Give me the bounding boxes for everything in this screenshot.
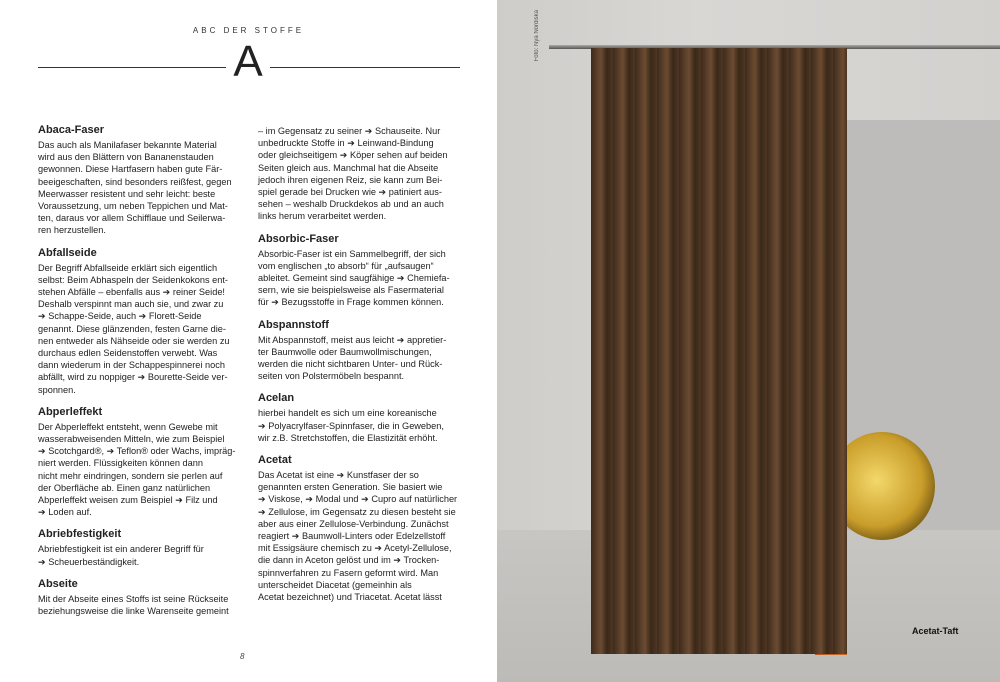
entry-text: Das Acetat ist eine ➔ Kunstfaser der so genannten ersten Generation. Sie basiert wie ➔ Viskose, ➔ Modal und ➔ Cupro auf natürlicher ➔ Zellulose, im Gegensatz zu diesen besteht sie aber aus einer Zellulose-Verbindung. Zunächst reagiert ➔ Baumwoll-Linters oder Edelzellstoff mit Essigsäure chemisch zu ➔ Acetyl-Zellulose, die dann in Aceton gelöst und im ➔ Trocken- spinnverfahren zu Fasern geformt wird. Man unterscheidet Diacetat (gemeinhin als Acetat bezeichnet) und Triacetat. Acetat lässt [258,470,458,603]
glossary-entry [38,528,248,567]
chapter-letter: A [233,37,263,86]
entry-text: Absorbic-Faser ist ein Sammelbegriff, der sich vom englischen „to absorb“ für „aufsaugen“ ableitet. Gemeint sind saugfähige ➔ Chemiefa- sern, wie sie beispielsweise als Fasermaterial für ➔ Bezugsstoffe in Frage kommen können. [258,248,450,308]
entry-title: Abaca-Faser [38,124,105,136]
entry-title: Abspannstoff [258,318,329,331]
glossary-entry [38,578,248,617]
photo-credit: Foto: Nya Nordiska [534,10,540,62]
entry-text: Das auch als Manilafaser bekannte Material wird aus den Blättern von Bananenstauden gewonnen. Diese Hartfasern haben gute Fär- beeigeschaften, sind besonders reißfest, gegen Meerwasser resistent und sehr leicht: beste Voraussetzung, um neben Teppichen und Mat- ten, daraus vor allem Schifflaue und Seilerwa- ren herzustellen. [38,140,232,236]
glossary-entry [38,406,248,519]
entry-title: Abriebfestigkeit [38,528,122,541]
entry-title: Abperleffekt [38,405,103,418]
text-column-right [258,125,468,613]
entry-text: – im Gegensatz zu seiner ➔ Schauseite. Nur unbedruckte Stoffe in ➔ Leinwand-Bindung oder gleichseitigem ➔ Köper sehen auf beiden Seiten gleich aus. Manchmal hat die Abseite jedoch ihren eigenen Reiz, sie kann zum Bei- spiel gerade bei Drucken wie ➔ patiniert aus- sehen – weshalb Druckdekos ab und an auch links herum verarbeitet werden. [258,126,448,222]
photo-caption: Acetat-Taft [912,626,959,636]
entry-text: hierbei handelt es sich um eine koreanische ➔ Polyacrylfaser-Spinnfaser, die in Geweben, wir z.B. Stretchstoffen, die Elastizität erhöht. [258,408,444,443]
page-number: 8 [240,652,245,661]
entry-text: Der Abperleffekt entsteht, wenn Gewebe mit wasserabweisenden Mitteln, wie zum Beispiel ➔ Scotchgard®, ➔ Teflon® oder Wachs, impräg- niert werden. Flüssigkeiten können dann nicht mehr eindringen, sondern sie perlen auf der Oberfläche ab. Einen ganz natürlichen Abperleffekt weisen zum Beispiel ➔ Filz und ➔ Loden auf. [38,421,236,518]
entry-title: Acelan [258,392,295,405]
entry-title: Absorbic-Faser [258,232,339,245]
glossary-entry [258,392,468,444]
curtain-photo [591,48,847,654]
continued-text [258,125,468,223]
text-column-left [38,124,248,627]
section-title: ABC DER STOFFE [192,26,305,35]
entry-title: Abfallseide [38,246,97,259]
glossary-entry [38,124,248,237]
glossary-entry [258,454,468,603]
glossary-entry [258,233,468,309]
glossary-entry [258,319,468,383]
entry-text: Mit der Abseite eines Stoffs ist seine Rückseite beziehungsweise die linke Warenseite gemeint [38,593,229,617]
header-rule-right [270,67,460,68]
entry-title: Abseite [38,577,78,590]
photo-page [497,0,1000,682]
entry-text: Abriebfestigkeit ist ein anderer Begriff für ➔ Scheuerbeständigkeit. [38,544,204,567]
entry-text: Mit Abspannstoff, meist aus leicht ➔ appretier- ter Baumwolle oder Baumwollmischungen, werden die nicht sichtbaren Unter- und Rück- seiten von Polstermöbeln bespannt. [258,334,447,382]
glossary-entry [38,247,248,396]
left-page [0,0,497,682]
entry-text: Der Begriff Abfallseide erklärt sich eigentlich selbst: Beim Abhaspeln der Seidenkokons ent- stehen Abfälle – ebenfalls aus ➔ reiner Seide! Deshalb verspinnt man auch sie, und zwar zu ➔ Schappe-Seide, auch ➔ Florett-Seide genannt. Diese glänzenden, festen Garne die- nen entweder als Nähseide oder sie werden zu durchaus edlen Seidenstoffen verwebt. Was dann wiederum in der Schappespinnerei noch abfällt, wird zu noppiger ➔ Bourette-Seide ver- sponnen. [38,262,230,395]
entry-title: Acetat [258,454,292,467]
header-rule-left [38,67,226,68]
